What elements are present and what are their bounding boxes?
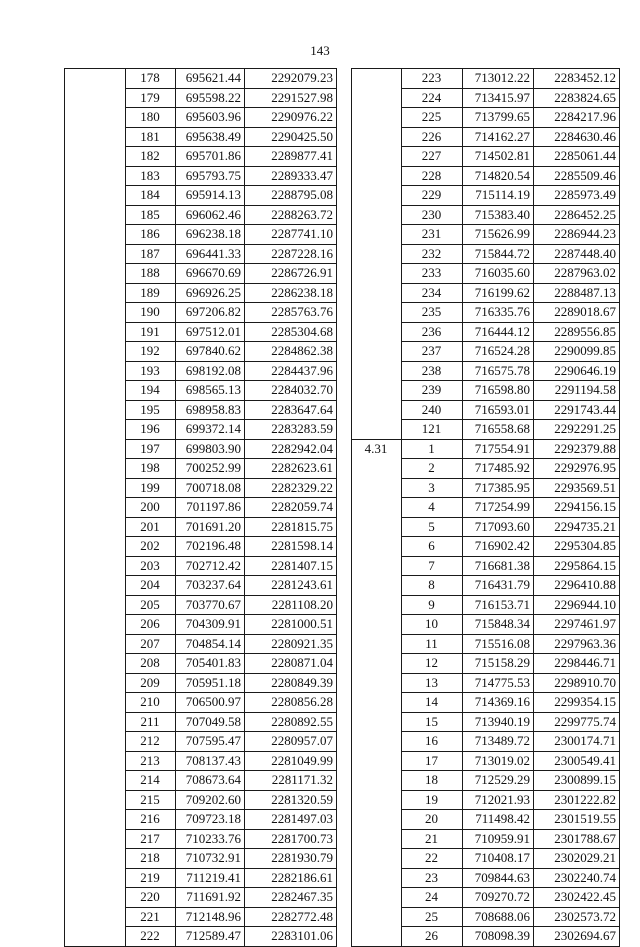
point-number: 237 — [402, 342, 463, 362]
x-coordinate: 705401.83 — [176, 654, 245, 674]
y-coordinate: 2285509.46 — [534, 166, 620, 186]
x-coordinate: 713415.97 — [463, 88, 534, 108]
point-number: 21 — [402, 829, 463, 849]
y-coordinate: 2291743.44 — [534, 400, 620, 420]
y-coordinate: 2285973.49 — [534, 186, 620, 206]
point-number: 213 — [126, 751, 176, 771]
y-coordinate: 2280856.28 — [245, 693, 337, 713]
y-coordinate: 2290099.85 — [534, 342, 620, 362]
x-coordinate: 709202.60 — [176, 790, 245, 810]
y-coordinate: 2299354.15 — [534, 693, 620, 713]
y-coordinate: 2281171.32 — [245, 771, 337, 791]
point-number: 227 — [402, 147, 463, 167]
x-coordinate: 696238.18 — [176, 225, 245, 245]
y-coordinate: 2280892.55 — [245, 712, 337, 732]
point-number: 198 — [126, 459, 176, 479]
y-coordinate: 2291527.98 — [245, 88, 337, 108]
y-coordinate: 2290425.50 — [245, 127, 337, 147]
x-coordinate: 708137.43 — [176, 751, 245, 771]
x-coordinate: 711691.92 — [176, 888, 245, 908]
point-number: 200 — [126, 498, 176, 518]
point-number: 220 — [126, 888, 176, 908]
y-coordinate: 2295304.85 — [534, 537, 620, 557]
y-coordinate: 2287448.40 — [534, 244, 620, 264]
x-coordinate: 699803.90 — [176, 439, 245, 459]
y-coordinate: 2283647.64 — [245, 400, 337, 420]
y-coordinate: 2299775.74 — [534, 712, 620, 732]
y-coordinate: 2284217.96 — [534, 108, 620, 128]
x-coordinate: 713489.72 — [463, 732, 534, 752]
x-coordinate: 716575.78 — [463, 361, 534, 381]
point-number: 187 — [126, 244, 176, 264]
x-coordinate: 708098.39 — [463, 927, 534, 947]
group-label: 4.31 — [352, 439, 402, 946]
point-number: 205 — [126, 595, 176, 615]
y-coordinate: 2302240.74 — [534, 868, 620, 888]
point-number: 186 — [126, 225, 176, 245]
y-coordinate: 2298910.70 — [534, 673, 620, 693]
y-coordinate: 2281049.99 — [245, 751, 337, 771]
x-coordinate: 714820.54 — [463, 166, 534, 186]
point-number: 181 — [126, 127, 176, 147]
point-number: 208 — [126, 654, 176, 674]
group-label — [352, 69, 402, 440]
y-coordinate: 2283452.12 — [534, 69, 620, 89]
y-coordinate: 2282467.35 — [245, 888, 337, 908]
x-coordinate: 715114.19 — [463, 186, 534, 206]
y-coordinate: 2296944.10 — [534, 595, 620, 615]
y-coordinate: 2282772.48 — [245, 907, 337, 927]
y-coordinate: 2287228.16 — [245, 244, 337, 264]
point-number: 228 — [402, 166, 463, 186]
x-coordinate: 716524.28 — [463, 342, 534, 362]
point-number: 18 — [402, 771, 463, 791]
y-coordinate: 2300549.41 — [534, 751, 620, 771]
point-number: 209 — [126, 673, 176, 693]
point-number: 8 — [402, 576, 463, 596]
point-number: 238 — [402, 361, 463, 381]
x-coordinate: 695603.96 — [176, 108, 245, 128]
x-coordinate: 712589.47 — [176, 927, 245, 947]
x-coordinate: 708688.06 — [463, 907, 534, 927]
y-coordinate: 2294735.21 — [534, 517, 620, 537]
y-coordinate: 2281930.79 — [245, 849, 337, 869]
x-coordinate: 696441.33 — [176, 244, 245, 264]
point-number: 23 — [402, 868, 463, 888]
x-coordinate: 714162.27 — [463, 127, 534, 147]
point-number: 224 — [402, 88, 463, 108]
x-coordinate: 704309.91 — [176, 615, 245, 635]
x-coordinate: 716431.79 — [463, 576, 534, 596]
point-number: 195 — [126, 400, 176, 420]
point-number: 10 — [402, 615, 463, 635]
point-number: 9 — [402, 595, 463, 615]
y-coordinate: 2292379.88 — [534, 439, 620, 459]
y-coordinate: 2287963.02 — [534, 264, 620, 284]
x-coordinate: 705951.18 — [176, 673, 245, 693]
point-number: 217 — [126, 829, 176, 849]
x-coordinate: 714502.81 — [463, 147, 534, 167]
y-coordinate: 2300899.15 — [534, 771, 620, 791]
point-number: 22 — [402, 849, 463, 869]
y-coordinate: 2280921.35 — [245, 634, 337, 654]
point-number: 230 — [402, 205, 463, 225]
y-coordinate: 2282942.04 — [245, 439, 337, 459]
x-coordinate: 701691.20 — [176, 517, 245, 537]
x-coordinate: 697512.01 — [176, 322, 245, 342]
y-coordinate: 2290976.22 — [245, 108, 337, 128]
point-number: 4 — [402, 498, 463, 518]
y-coordinate: 2280957.07 — [245, 732, 337, 752]
x-coordinate: 717554.91 — [463, 439, 534, 459]
x-coordinate: 696926.25 — [176, 283, 245, 303]
y-coordinate: 2301519.55 — [534, 810, 620, 830]
x-coordinate: 707595.47 — [176, 732, 245, 752]
y-coordinate: 2285061.44 — [534, 147, 620, 167]
x-coordinate: 716593.01 — [463, 400, 534, 420]
y-coordinate: 2283824.65 — [534, 88, 620, 108]
point-number: 121 — [402, 420, 463, 440]
x-coordinate: 714369.16 — [463, 693, 534, 713]
point-number: 234 — [402, 283, 463, 303]
y-coordinate: 2281815.75 — [245, 517, 337, 537]
point-number: 226 — [402, 127, 463, 147]
y-coordinate: 2289877.41 — [245, 147, 337, 167]
x-coordinate: 697840.62 — [176, 342, 245, 362]
y-coordinate: 2280849.39 — [245, 673, 337, 693]
point-number: 188 — [126, 264, 176, 284]
point-number: 202 — [126, 537, 176, 557]
x-coordinate: 715626.99 — [463, 225, 534, 245]
y-coordinate: 2288263.72 — [245, 205, 337, 225]
x-coordinate: 709723.18 — [176, 810, 245, 830]
x-coordinate: 698958.83 — [176, 400, 245, 420]
point-number: 240 — [402, 400, 463, 420]
point-number: 14 — [402, 693, 463, 713]
y-coordinate: 2282186.61 — [245, 868, 337, 888]
point-number: 207 — [126, 634, 176, 654]
y-coordinate: 2292976.95 — [534, 459, 620, 479]
point-number: 17 — [402, 751, 463, 771]
point-number: 218 — [126, 849, 176, 869]
x-coordinate: 713799.65 — [463, 108, 534, 128]
table-row — [65, 69, 337, 89]
x-coordinate: 695638.49 — [176, 127, 245, 147]
y-coordinate: 2293569.51 — [534, 478, 620, 498]
y-coordinate: 2297963.36 — [534, 634, 620, 654]
y-coordinate: 2286452.25 — [534, 205, 620, 225]
x-coordinate: 716598.80 — [463, 381, 534, 401]
y-coordinate: 2301788.67 — [534, 829, 620, 849]
point-number: 214 — [126, 771, 176, 791]
point-number: 26 — [402, 927, 463, 947]
x-coordinate: 708673.64 — [176, 771, 245, 791]
x-coordinate: 704854.14 — [176, 634, 245, 654]
y-coordinate: 2282329.22 — [245, 478, 337, 498]
point-number: 6 — [402, 537, 463, 557]
point-number: 189 — [126, 283, 176, 303]
y-coordinate: 2295864.15 — [534, 556, 620, 576]
y-coordinate: 2282623.61 — [245, 459, 337, 479]
group-label — [65, 69, 126, 947]
y-coordinate: 2282059.74 — [245, 498, 337, 518]
point-number: 229 — [402, 186, 463, 206]
point-number: 235 — [402, 303, 463, 323]
x-coordinate: 703770.67 — [176, 595, 245, 615]
x-coordinate: 712021.93 — [463, 790, 534, 810]
y-coordinate: 2281598.14 — [245, 537, 337, 557]
x-coordinate: 700718.08 — [176, 478, 245, 498]
point-number: 190 — [126, 303, 176, 323]
x-coordinate: 716902.42 — [463, 537, 534, 557]
point-number: 212 — [126, 732, 176, 752]
y-coordinate: 2284862.38 — [245, 342, 337, 362]
point-number: 185 — [126, 205, 176, 225]
point-number: 196 — [126, 420, 176, 440]
y-coordinate: 2289556.85 — [534, 322, 620, 342]
y-coordinate: 2281700.73 — [245, 829, 337, 849]
y-coordinate: 2286726.91 — [245, 264, 337, 284]
y-coordinate: 2284437.96 — [245, 361, 337, 381]
point-number: 20 — [402, 810, 463, 830]
x-coordinate: 696062.46 — [176, 205, 245, 225]
x-coordinate: 712148.96 — [176, 907, 245, 927]
x-coordinate: 695701.86 — [176, 147, 245, 167]
point-number: 7 — [402, 556, 463, 576]
x-coordinate: 696670.69 — [176, 264, 245, 284]
point-number: 179 — [126, 88, 176, 108]
point-number: 199 — [126, 478, 176, 498]
point-number: 197 — [126, 439, 176, 459]
point-number: 13 — [402, 673, 463, 693]
point-number: 201 — [126, 517, 176, 537]
y-coordinate: 2296410.88 — [534, 576, 620, 596]
x-coordinate: 709844.63 — [463, 868, 534, 888]
x-coordinate: 710233.76 — [176, 829, 245, 849]
x-coordinate: 713019.02 — [463, 751, 534, 771]
y-coordinate: 2284630.46 — [534, 127, 620, 147]
x-coordinate: 695914.13 — [176, 186, 245, 206]
x-coordinate: 707049.58 — [176, 712, 245, 732]
point-number: 11 — [402, 634, 463, 654]
y-coordinate: 2300174.71 — [534, 732, 620, 752]
point-number: 211 — [126, 712, 176, 732]
point-number: 192 — [126, 342, 176, 362]
x-coordinate: 713940.19 — [463, 712, 534, 732]
y-coordinate: 2281243.61 — [245, 576, 337, 596]
x-coordinate: 717385.95 — [463, 478, 534, 498]
point-number: 178 — [126, 69, 176, 89]
point-number: 223 — [402, 69, 463, 89]
x-coordinate: 698192.08 — [176, 361, 245, 381]
point-number: 210 — [126, 693, 176, 713]
x-coordinate: 697206.82 — [176, 303, 245, 323]
x-coordinate: 695793.75 — [176, 166, 245, 186]
x-coordinate: 702196.48 — [176, 537, 245, 557]
y-coordinate: 2289018.67 — [534, 303, 620, 323]
x-coordinate: 702712.42 — [176, 556, 245, 576]
x-coordinate: 715516.08 — [463, 634, 534, 654]
x-coordinate: 717093.60 — [463, 517, 534, 537]
x-coordinate: 703237.64 — [176, 576, 245, 596]
point-number: 25 — [402, 907, 463, 927]
point-number: 206 — [126, 615, 176, 635]
x-coordinate: 701197.86 — [176, 498, 245, 518]
y-coordinate: 2302029.21 — [534, 849, 620, 869]
x-coordinate: 713012.22 — [463, 69, 534, 89]
point-number: 183 — [126, 166, 176, 186]
point-number: 191 — [126, 322, 176, 342]
x-coordinate: 715848.34 — [463, 615, 534, 635]
x-coordinate: 710959.91 — [463, 829, 534, 849]
y-coordinate: 2288795.08 — [245, 186, 337, 206]
x-coordinate: 717485.92 — [463, 459, 534, 479]
x-coordinate: 712529.29 — [463, 771, 534, 791]
y-coordinate: 2284032.70 — [245, 381, 337, 401]
point-number: 221 — [126, 907, 176, 927]
x-coordinate: 715158.29 — [463, 654, 534, 674]
y-coordinate: 2286238.18 — [245, 283, 337, 303]
y-coordinate: 2302694.67 — [534, 927, 620, 947]
x-coordinate: 711498.42 — [463, 810, 534, 830]
x-coordinate: 714775.53 — [463, 673, 534, 693]
y-coordinate: 2297461.97 — [534, 615, 620, 635]
x-coordinate: 698565.13 — [176, 381, 245, 401]
point-number: 194 — [126, 381, 176, 401]
y-coordinate: 2288487.13 — [534, 283, 620, 303]
x-coordinate: 716153.71 — [463, 595, 534, 615]
point-number: 180 — [126, 108, 176, 128]
y-coordinate: 2291194.58 — [534, 381, 620, 401]
y-coordinate: 2286944.23 — [534, 225, 620, 245]
x-coordinate: 716681.38 — [463, 556, 534, 576]
x-coordinate: 716335.76 — [463, 303, 534, 323]
y-coordinate: 2298446.71 — [534, 654, 620, 674]
x-coordinate: 695598.22 — [176, 88, 245, 108]
x-coordinate: 716558.68 — [463, 420, 534, 440]
x-coordinate: 715844.72 — [463, 244, 534, 264]
y-coordinate: 2283101.06 — [245, 927, 337, 947]
point-number: 225 — [402, 108, 463, 128]
point-number: 219 — [126, 868, 176, 888]
table-row — [352, 69, 620, 89]
x-coordinate: 716035.60 — [463, 264, 534, 284]
point-number: 184 — [126, 186, 176, 206]
point-number: 215 — [126, 790, 176, 810]
point-number: 5 — [402, 517, 463, 537]
point-number: 203 — [126, 556, 176, 576]
y-coordinate: 2281108.20 — [245, 595, 337, 615]
point-number: 19 — [402, 790, 463, 810]
y-coordinate: 2294156.15 — [534, 498, 620, 518]
x-coordinate: 711219.41 — [176, 868, 245, 888]
point-number: 15 — [402, 712, 463, 732]
table-row — [352, 439, 620, 459]
point-number: 1 — [402, 439, 463, 459]
point-number: 12 — [402, 654, 463, 674]
coordinate-table-right — [351, 68, 620, 947]
y-coordinate: 2281320.59 — [245, 790, 337, 810]
y-coordinate: 2287741.10 — [245, 225, 337, 245]
point-number: 3 — [402, 478, 463, 498]
x-coordinate: 717254.99 — [463, 498, 534, 518]
x-coordinate: 715383.40 — [463, 205, 534, 225]
y-coordinate: 2280871.04 — [245, 654, 337, 674]
point-number: 204 — [126, 576, 176, 596]
point-number: 231 — [402, 225, 463, 245]
point-number: 239 — [402, 381, 463, 401]
page-number: 143 — [310, 43, 330, 58]
x-coordinate: 710408.17 — [463, 849, 534, 869]
y-coordinate: 2285763.76 — [245, 303, 337, 323]
coordinate-table-left — [64, 68, 337, 947]
x-coordinate: 695621.44 — [176, 69, 245, 89]
y-coordinate: 2302573.72 — [534, 907, 620, 927]
y-coordinate: 2283283.59 — [245, 420, 337, 440]
point-number: 232 — [402, 244, 463, 264]
point-number: 193 — [126, 361, 176, 381]
point-number: 233 — [402, 264, 463, 284]
y-coordinate: 2302422.45 — [534, 888, 620, 908]
point-number: 24 — [402, 888, 463, 908]
y-coordinate: 2281407.15 — [245, 556, 337, 576]
x-coordinate: 706500.97 — [176, 693, 245, 713]
x-coordinate: 700252.99 — [176, 459, 245, 479]
x-coordinate: 709270.72 — [463, 888, 534, 908]
y-coordinate: 2281497.03 — [245, 810, 337, 830]
y-coordinate: 2285304.68 — [245, 322, 337, 342]
point-number: 236 — [402, 322, 463, 342]
point-number: 2 — [402, 459, 463, 479]
point-number: 182 — [126, 147, 176, 167]
x-coordinate: 716444.12 — [463, 322, 534, 342]
y-coordinate: 2289333.47 — [245, 166, 337, 186]
y-coordinate: 2281000.51 — [245, 615, 337, 635]
y-coordinate: 2292291.25 — [534, 420, 620, 440]
y-coordinate: 2301222.82 — [534, 790, 620, 810]
y-coordinate: 2292079.23 — [245, 69, 337, 89]
x-coordinate: 716199.62 — [463, 283, 534, 303]
point-number: 16 — [402, 732, 463, 752]
x-coordinate: 699372.14 — [176, 420, 245, 440]
point-number: 222 — [126, 927, 176, 947]
y-coordinate: 2290646.19 — [534, 361, 620, 381]
x-coordinate: 710732.91 — [176, 849, 245, 869]
point-number: 216 — [126, 810, 176, 830]
